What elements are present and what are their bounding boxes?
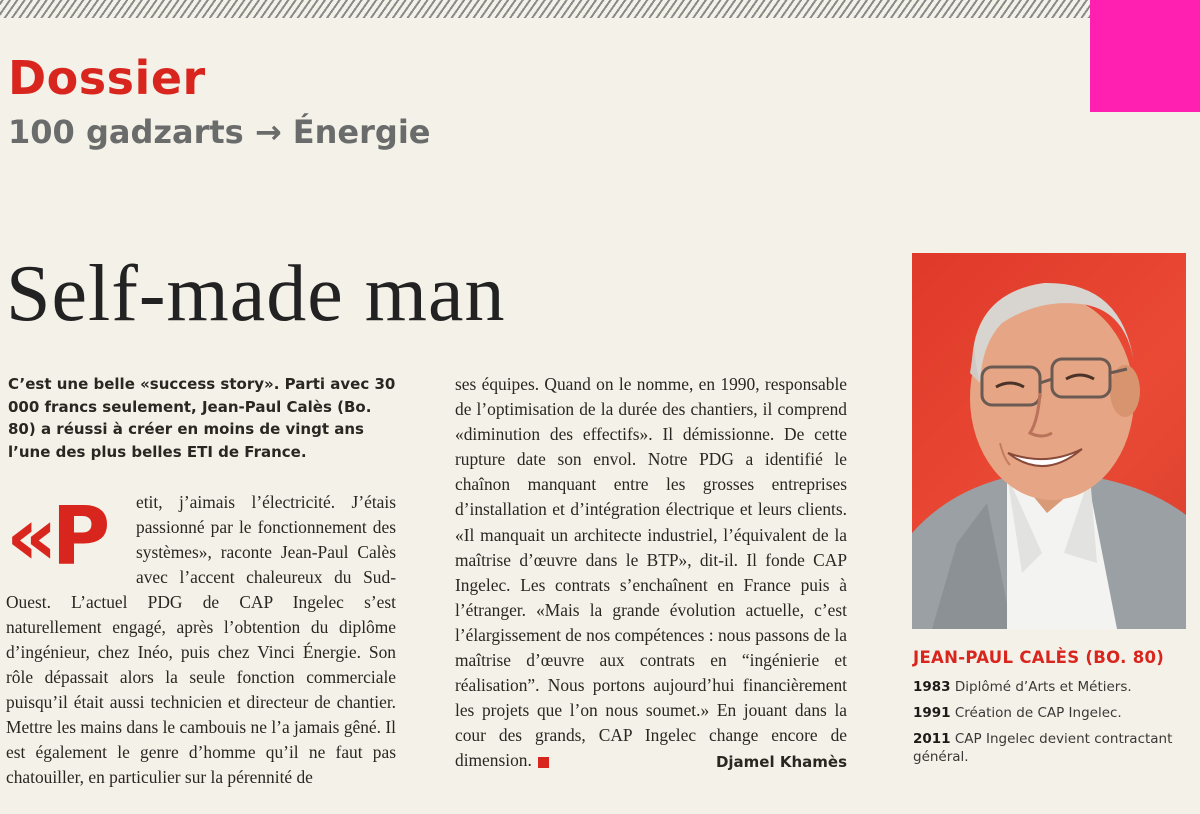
dropcap: «P: [6, 490, 105, 583]
column-1-text: etit, j’aimais l’électricité. J’étais passionné par le fonctionnement des systèmes», raconte Jean-Paul Calès avec l’accent chaleureux du Sud-Ouest. L’actuel PDG de CAP Ingelec s’est naturellement engagé, après l’obtention du diplôme d’ingénieur, chez Inéo, puis chez Vinci Énergie. Son rôle dépassait alors la seule fonction commerciale puisqu’il était aussi technicien et directeur de chantier. Mettre les mains dans le cambouis ne l’a jamais gêné. Il est également le genre d’homme qu’il ne faut pas chatouiller, en particulier sur la pérennité de: [6, 492, 396, 787]
bio-item: [913, 678, 1193, 696]
article-lead: C’est une belle «success story». Parti avec 30 000 francs seulement, Jean-Paul Calès (Bo. 80) a réussi à créer en moins de vingt ans l’une des plus belles ETI de France.: [8, 375, 396, 461]
bio-text: CAP Ingelec devient contractant général.: [913, 731, 1173, 765]
top-stripe-border: [0, 0, 1090, 18]
bio-item: [913, 704, 1193, 722]
section-title: Dossier: [8, 51, 206, 105]
subsection-title: 100 gadzarts → Énergie: [8, 113, 431, 151]
end-mark-icon: [538, 757, 549, 768]
bio-text: Création de CAP Ingelec.: [954, 705, 1122, 721]
section-color-tab: [1090, 0, 1200, 112]
article-column-1: [6, 490, 396, 790]
portrait-photo: [912, 253, 1186, 629]
bio-year: 2011: [913, 731, 951, 747]
portrait-illustration: [912, 253, 1186, 629]
bio-year: 1983: [913, 679, 951, 695]
author-byline: Djamel Khamès: [715, 753, 847, 772]
bio-list: [913, 678, 1193, 774]
bio-item: [913, 730, 1193, 766]
article-headline: Self-made man: [6, 250, 506, 338]
article-column-2: [455, 372, 847, 776]
bio-text: Diplômé d’Arts et Métiers.: [954, 679, 1132, 695]
portrait-caption-name: JEAN-PAUL CALÈS (BO. 80): [913, 648, 1165, 667]
column-2-text: ses équipes. Quand on le nomme, en 1990, responsable de l’optimisation de la durée des chantiers, il comprend «diminution des effectifs». Il démissionne. De cette rupture date son envol. Notre PDG a identifié le chaînon manquant entre les grosses entreprises d’installation et d’intégration électrique et leurs clients. «Il manquait un architecte industriel, l’équivalent de la maîtrise d’œuvre dans le BTP», dit-il. Il fonde CAP Ingelec. Les contrats s’enchaînent en France puis à l’étranger. «Mais la grande évolution actuelle, c’est l’élargissement de nos compétences : nous passons de la maîtrise d’œuvre aux contrats en “ingénierie et réalisation”. Nous portons aujourd’hui financièrement les projets que l’on nous soumet.» En jouant dans la cour des grands, CAP Ingelec change encore de dimension.: [455, 374, 847, 771]
bio-year: 1991: [913, 705, 951, 721]
